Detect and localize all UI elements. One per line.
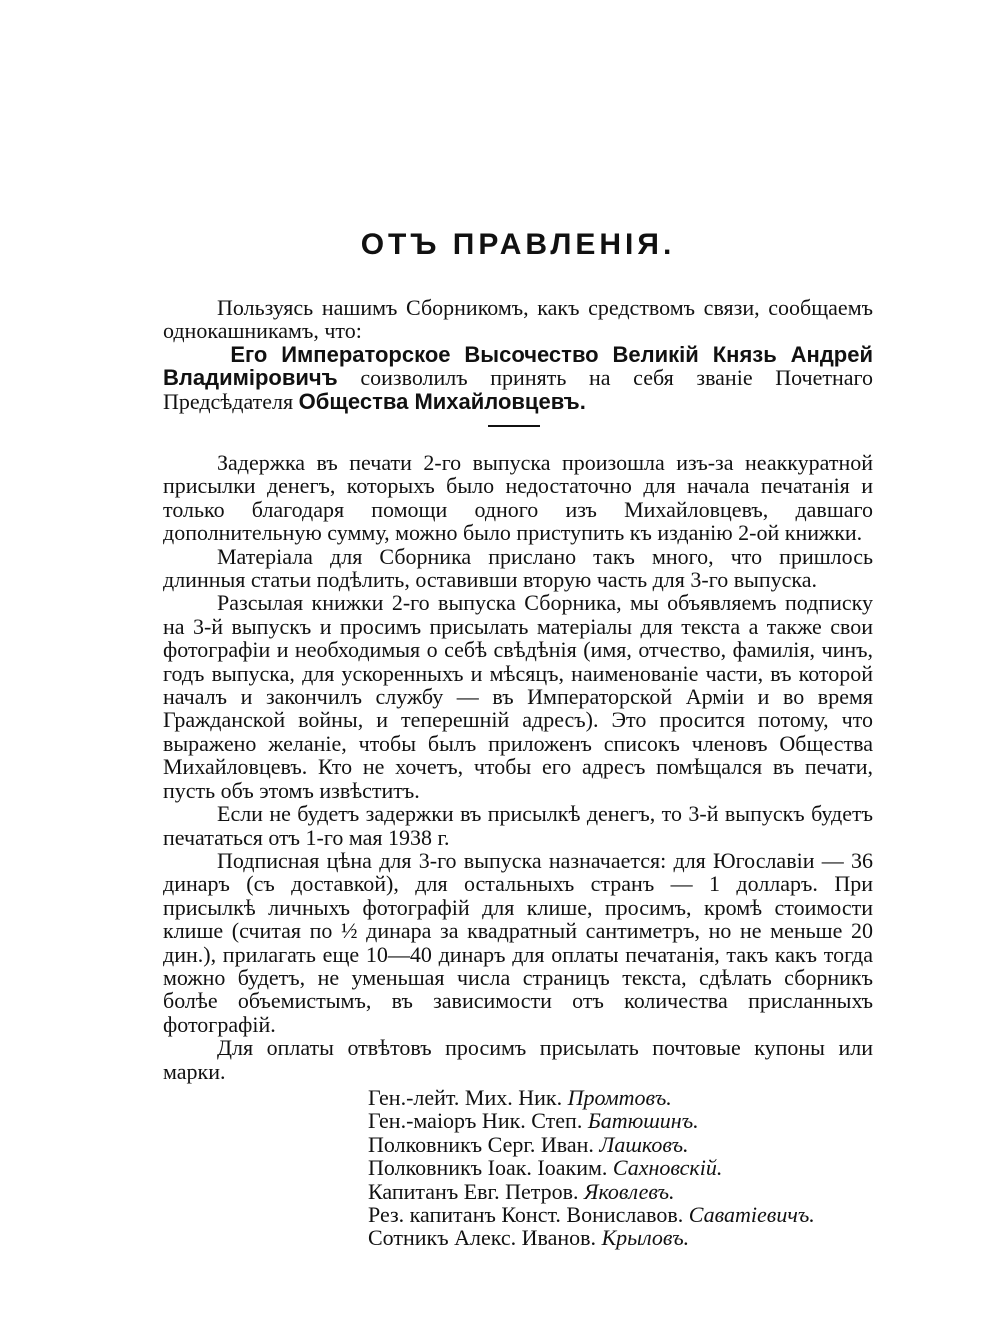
signature-line: Полковникъ Iоак. Iоаким. Сахновскiй.: [368, 1155, 723, 1181]
intro-paragraph: [163, 296, 873, 413]
main-text: [163, 451, 873, 1083]
paragraph: Если не будетъ задержки въ присылкѣ денегъ, то 3-й выпускъ будетъ печататься отъ 1-го мая 1938 г.: [163, 801, 873, 850]
signature-line: Капитанъ Евг. Петров. Яковлевъ.: [368, 1178, 675, 1204]
intro-bold-2: Общества Михайловцевъ.: [298, 388, 586, 414]
separator-rule: [488, 425, 540, 427]
paragraph: Подписная цѣна для 3-го выпуска назначается: для Югославiи — 36 динаръ (съ доставкой), для остальныхъ странъ — 1 долларъ. При присылкѣ личныхъ фотографiй для клише, просимъ, кромѣ стоимости клише (считая по ½ динара за квадратный сантиметръ, но не меньше 20 дин.), прилагать еще 10—40 динаръ для оплаты печатанiя, такъ какъ тогда можно будетъ, не уменьшая числа страницъ текста, сдѣлать сборникъ болѣе объемистымъ, въ зависимости отъ количества присланныхъ фотографiй.: [163, 847, 873, 1037]
signature-line: Полковникъ Серг. Иван. Лашковъ.: [368, 1131, 689, 1157]
signature-block: [368, 1086, 815, 1250]
paragraph: Разсылая книжки 2-го выпуска Сборника, мы объявляемъ подписку на 3-й выпускъ и просимъ присылать матерiалы для текста а также свои фотографiи и необходимыя о себѣ свѣдѣнiя (имя, отчество, фамилiя, чинъ, годъ выпуска, для ускоренныхъ и мѣсяцъ, наименованiе части, въ которой началъ и закончилъ службу — въ Императорской Армiи и во время Гражданской войны, и теперешнiй адресъ). Это просится потому, что выражено желанiе, чтобы былъ приложенъ списокъ членовъ Общества Михайловцевъ. Кто не хочетъ, чтобы его адресъ помѣщался въ печати, пусть объ этомъ извѣститъ.: [163, 590, 873, 803]
signature-line: Ген.-маiоръ Ник. Степ. Батюшинъ.: [368, 1108, 699, 1134]
paragraph: Матерiала для Сборника прислано такъ много, что пришлось длинныя статьи подѣлить, оставивши вторую часть для 3-го выпуска.: [163, 543, 873, 593]
signature-line: Сотникъ Алекс. Иванов. Крыловъ.: [368, 1225, 690, 1251]
signature-line: Ген.-лейт. Мих. Ник. Промтовъ.: [368, 1085, 672, 1110]
paragraph: Для оплаты отвѣтовъ просимъ присылать почтовые купоны или марки.: [163, 1035, 873, 1084]
intro-bold-1: Его Императорское Высочество Великiй Князь Андрей Владимiровичъ: [163, 341, 873, 391]
intro-text-1: Пользуясь нашимъ Сборникомъ, какъ средствомъ связи, сообщаемъ однокашникамъ, что:: [163, 295, 873, 344]
signature-line: Рез. капитанъ Конст. Вониславов. Саватiевичъ.: [368, 1202, 815, 1228]
page-title: ОТЪ ПРАВЛЕНIЯ.: [360, 228, 676, 261]
paragraph: Задержка въ печати 2-го выпуска произошла изъ-за неаккуратной присылки денегъ, которыхъ было недостаточно для начала печатанiя и только благодаря помощи одного изъ Михайловцевъ, давшаго дополнительную сумму, можно было приступить къ изданiю 2-ой книжки.: [163, 450, 873, 546]
intro-text-2: соизволилъ принять на себя званiе Почетнаго Предсѣдателя: [163, 365, 873, 414]
